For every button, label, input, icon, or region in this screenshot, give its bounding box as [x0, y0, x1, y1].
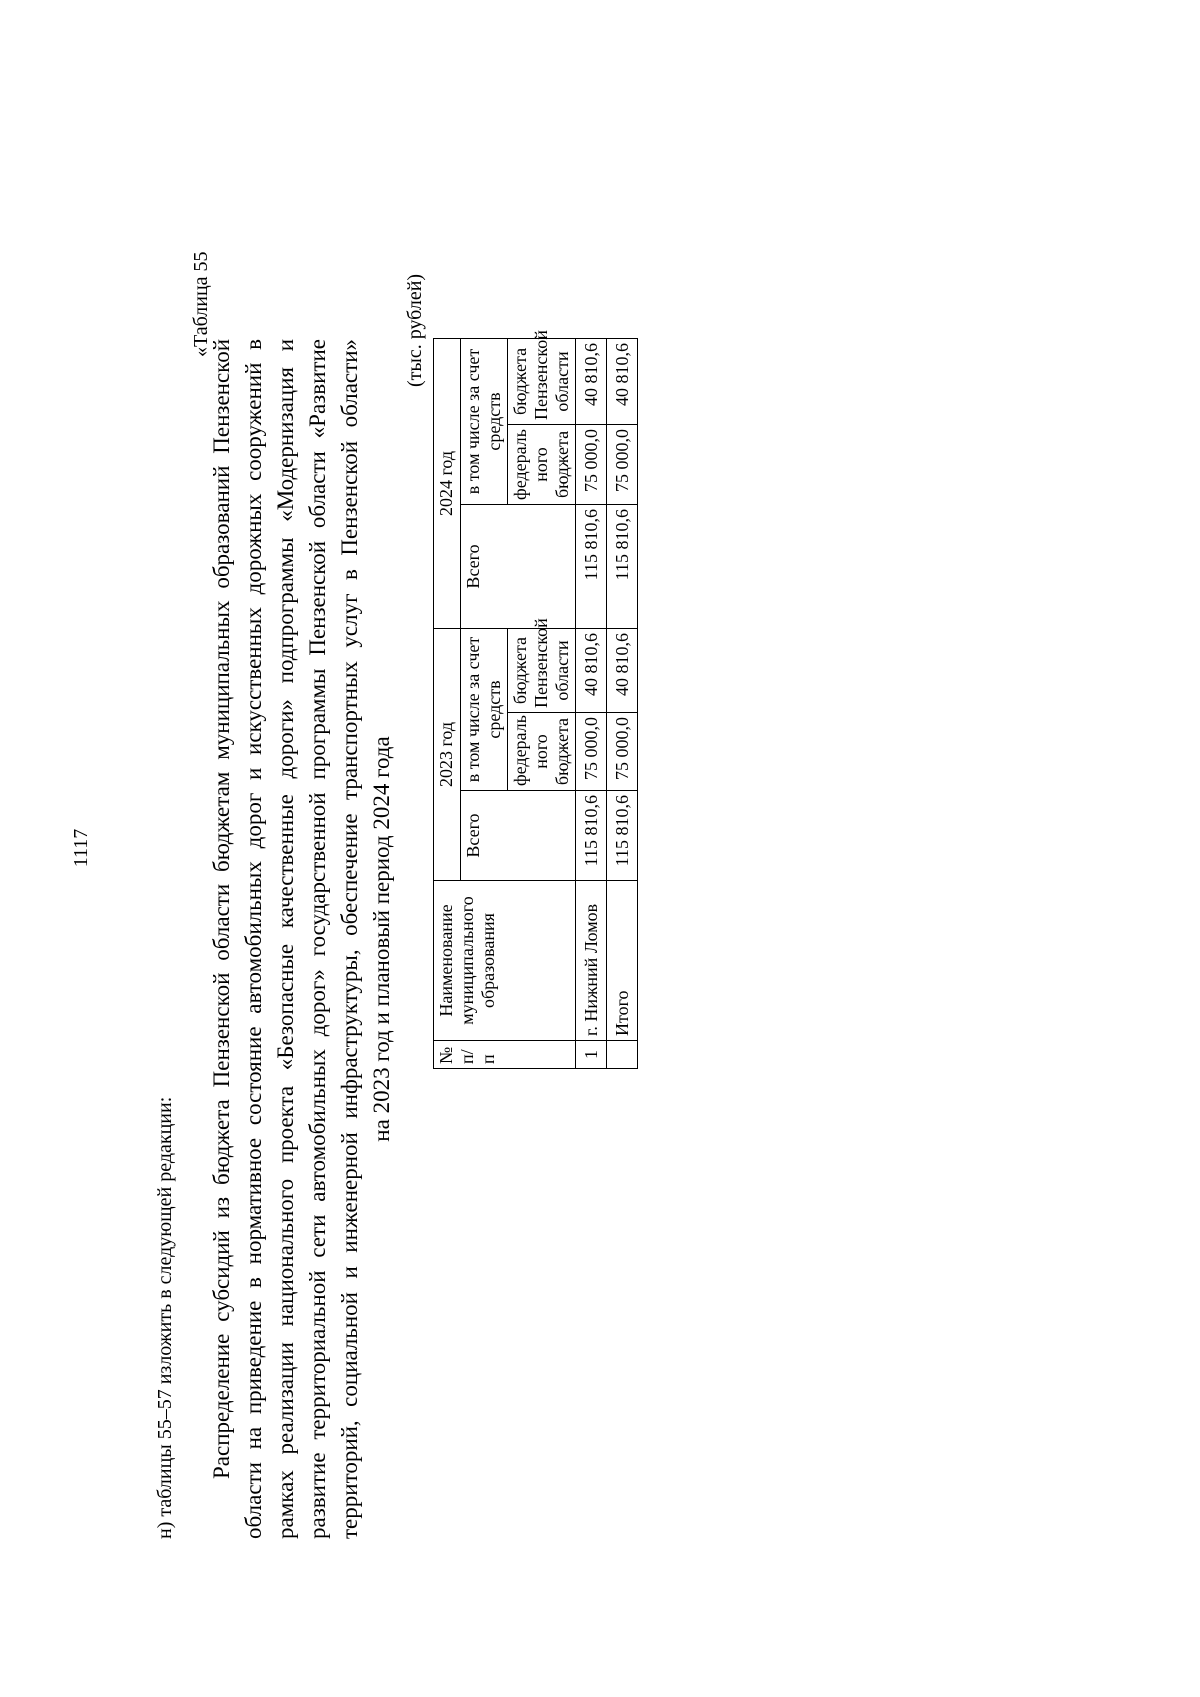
caption-line: территорий, социальной и инженерной инфраструктуры, обеспечение транспортных услуг в Пензенской области»	[337, 339, 362, 1539]
header-row	[434, 338, 461, 1068]
cell-regional-2023: 40 810,6	[576, 628, 607, 712]
header-regional-2024: бюджета Пензенской области	[508, 338, 576, 424]
page-number: 1117	[70, 828, 92, 868]
cell-federal-2024: 75 000,0	[607, 424, 638, 504]
cell-total-2024: 115 810,6	[576, 504, 607, 628]
header-total-2023: Всего	[461, 791, 576, 881]
table-row	[576, 338, 607, 1068]
intro-text: н) таблицы 55–57 изложить в следующей редакции:	[154, 1096, 176, 1539]
cell-federal-2024: 75 000,0	[576, 424, 607, 504]
cell-num: 1	[576, 1041, 607, 1069]
cell-regional-2024: 40 810,6	[576, 338, 607, 424]
header-including-2024: в том числе за счет средств	[461, 338, 508, 504]
caption-line: области на приведение в нормативное состояние автомобильных дорог и искусственных дорожных сооружений в	[241, 339, 266, 1539]
header-year-2023: 2023 год	[434, 628, 461, 880]
caption-line: Распределение субсидий из бюджета Пензенской области бюджетам муниципальных образований Пензенской	[209, 339, 234, 1479]
table-caption	[206, 339, 398, 1539]
cell-num	[607, 1041, 638, 1069]
caption-line: рамках реализации национального проекта «Безопасные качественные дороги» подпрограммы «Модернизация и	[273, 339, 298, 1539]
cell-regional-2024: 40 810,6	[607, 338, 638, 424]
header-total-2024: Всего	[461, 504, 576, 628]
header-federal-2024: федераль ного бюджета	[508, 424, 576, 504]
cell-federal-2023: 75 000,0	[607, 713, 638, 791]
cell-total-2023: 115 810,6	[607, 791, 638, 881]
cell-regional-2023: 40 810,6	[607, 628, 638, 712]
cell-federal-2023: 75 000,0	[576, 713, 607, 791]
cell-total-2023: 115 810,6	[576, 791, 607, 881]
subsidy-table	[433, 330, 638, 1069]
cell-name: г. Нижний Ломов	[576, 881, 607, 1041]
header-regional-2023: бюджета Пензенской области	[508, 628, 576, 712]
header-name: Наименование муниципального образования	[434, 881, 576, 1041]
units-label: (тыс. рублей)	[404, 273, 426, 387]
header-year-2024: 2024 год	[434, 338, 461, 628]
cell-total-2024: 115 810,6	[607, 504, 638, 628]
header-federal-2023: федераль ного бюджета	[508, 713, 576, 791]
caption-line: развитие территориальной сети автомобильных дорог» государственной программы Пензенской области «Развитие	[305, 339, 330, 1539]
table-label: «Таблица 55	[190, 251, 212, 357]
header-num: № п/п	[434, 1041, 576, 1069]
header-including-2023: в том числе за счет средств	[461, 628, 508, 790]
caption-line: на 2023 год и плановый период 2024 года	[369, 736, 394, 1142]
table-row-total	[607, 338, 638, 1068]
cell-name: Итого	[607, 881, 638, 1041]
